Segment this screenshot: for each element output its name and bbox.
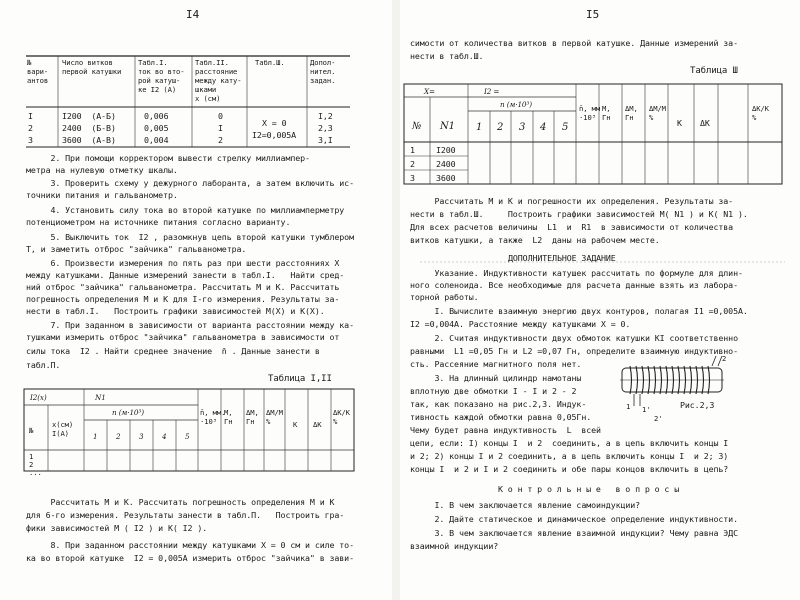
text-line: 2. Считая индуктивности двух обмоток катушки КI соответственно <box>410 333 738 343</box>
cell: 0,004 <box>144 135 169 145</box>
left-page <box>0 0 392 600</box>
t3-n1-label: N1 <box>440 121 455 132</box>
cell: 3,I <box>318 135 333 145</box>
solenoid-figure <box>620 354 727 406</box>
question-line: I. В чем заключается явление самоиндукции? <box>410 500 641 510</box>
t3-extra: ΔМ, Гн <box>625 104 638 122</box>
right-page <box>400 0 800 600</box>
cell: 2400 (Б-В) <box>62 123 116 133</box>
col-header-current: Табл.I. ток во вто- рой катуш- ке I2 (A) <box>138 58 185 94</box>
text-line: торной работы. <box>410 292 479 302</box>
text-line: так, как показано на рис.2,3. Индук- <box>410 399 587 409</box>
text-line: 7. При заданном в зависимости от варианта расстоянии между ка- <box>26 320 354 330</box>
meas-row: 1 <box>29 452 34 461</box>
text-line: цепи, если: I) концы I и 2 соединить, а в цепь включить концы I <box>410 438 729 448</box>
text-line: тивность каждой обмотки равна 0,05Гн. <box>410 412 592 422</box>
cell: I2=0,005А <box>252 130 297 140</box>
t3-extra: ΔК/К % <box>752 104 769 122</box>
meas-col2: x(см) I(A) <box>52 420 74 438</box>
cell: I200 (А-Б) <box>62 111 116 121</box>
figure-label: 1 <box>626 402 631 411</box>
text-line: ка во второй катушке I2 = 0,005А измерить отброс "зайчика" в зави- <box>26 553 354 563</box>
cell: 3600 <box>436 173 456 183</box>
col-header-extra: Допол- нител. задан. <box>310 58 336 85</box>
text-line: метра на нулевую отметку шкалы. <box>26 165 178 175</box>
text-line: симости от количества витков в первой катушке. Данные измерений за- <box>410 38 738 48</box>
text-line: 3. Проверить схему у дежурного лаборанта, а затем включить ис- <box>26 178 354 188</box>
text-line: потенциометром на источнике питания согласно варианту. <box>26 217 291 227</box>
meas-row: ... <box>29 468 42 477</box>
text-line: концы I и 2 и I и 2 соединить и обе пары концов включить в цепь? <box>410 464 729 474</box>
cell: 2 <box>410 159 415 169</box>
meas-row-label: № <box>29 426 34 435</box>
text-line: и 2; 2) концы I и 2 соединить, а в цепь включить концы I и 2; 3) <box>410 451 729 461</box>
text-line: нести в табл.Ш. Построить графики зависимостей М( N1 ) и К( N1 ). <box>410 209 748 219</box>
meas-num: 3 <box>139 432 144 441</box>
cell: 2 <box>218 135 223 145</box>
figure-label: 1' <box>642 405 651 414</box>
cell: 2400 <box>436 159 456 169</box>
table-caption-left: Таблица I,II <box>268 374 332 384</box>
meas-extra: ΔК <box>313 420 322 429</box>
t3-row-label: № <box>412 121 422 132</box>
text-line: нести в табл.Ш. <box>410 51 484 61</box>
meas-extra: ΔК/К % <box>333 408 350 426</box>
page-number-right: I5 <box>586 8 600 21</box>
t3-extra: К <box>677 118 682 128</box>
text-line: силы тока I2 . Найти среднее значение n̄ . Данные занести в <box>26 346 320 356</box>
text-line: 5. Выключить ток I2 , разомкнув цепь второй катушки тумблером <box>26 232 354 242</box>
text-line: I. Вычислите взаимную энергию двух контуров, полагая I1 =0,005А. <box>410 306 748 316</box>
text-line: табл.П. <box>26 360 61 370</box>
question-line: взаимной индукции? <box>410 541 499 551</box>
meas-num: 4 <box>162 432 167 441</box>
cell: 2 <box>28 123 33 133</box>
text-line: Чему будет равна индуктивность L всей <box>410 425 601 435</box>
meas-row: 2 <box>29 460 34 469</box>
cell: I,2 <box>318 111 333 121</box>
cell: I <box>28 111 33 121</box>
cell: 0,006 <box>144 111 169 121</box>
cell: 3 <box>410 173 415 183</box>
text-line: фики зависимостей М ( I2 ) и К( I2 ). <box>26 523 208 533</box>
text-line: Рассчитать М и К. Рассчитать погрешность определения М и К <box>26 497 335 507</box>
text-line: погрешность определения М и К для I-го измерения. Результаты за- <box>26 294 340 304</box>
cell: 0,005 <box>144 123 169 133</box>
meas-extra: М, Гн <box>224 408 233 426</box>
t3-extra: ΔМ/М % <box>649 104 666 122</box>
col-header-variant: № вари- антов <box>27 58 49 85</box>
text-line: точники питания и гальванометр. <box>26 190 178 200</box>
text-line: вплотную две обмотки I - I и 2 - 2 <box>410 386 577 396</box>
t3-num: 1 <box>476 122 483 133</box>
meas-n-label: n (м·10³) <box>112 408 144 417</box>
t3-num: 3 <box>519 122 526 133</box>
t3-head-x: Х= <box>424 87 435 96</box>
meas-extra: ΔМ, Гн <box>246 408 259 426</box>
text-line: Рассчитать М и К и погрешности их определения. Результаты за- <box>410 196 734 206</box>
col-header-distance: Табл.II. расстояние между кату- шками х (см) <box>195 58 242 103</box>
text-line: для 6-го измерения. Результаты занести в табл.П. Построить гра- <box>26 510 345 520</box>
t3-num: 5 <box>562 122 569 133</box>
page-gutter <box>392 0 400 600</box>
text-line: тушками измерить отброс "зайчика" гальванометра в зависимости от <box>26 332 340 342</box>
t3-extra: n̄, мм ·10³ <box>579 104 601 122</box>
meas-num: 1 <box>93 432 98 441</box>
text-line: Для всех расчетов величины L1 и R1 в зависимости от количества <box>410 222 734 232</box>
cell: 0 <box>218 111 223 121</box>
t3-extra: М, Гн <box>602 104 611 122</box>
question-line: 2. Дайте статическое и динамическое определение индуктивности. <box>410 514 738 524</box>
figure-label: 2 <box>722 354 727 363</box>
cell: 2,3 <box>318 123 333 133</box>
cell: I <box>218 123 223 133</box>
t3-num: 4 <box>540 122 547 133</box>
meas-head-b: N1 <box>95 393 106 402</box>
text-line: 6. Произвести измерения по пять раз при шести расстояниях Х <box>26 258 340 268</box>
page-number-left: I4 <box>186 8 200 21</box>
cell: 3600 (А-В) <box>62 135 116 145</box>
text-line: витков катушки, а также L2 даны на рабочем месте. <box>410 235 660 245</box>
control-questions-title: К о н т р о л ь н ы е в о п р о с ы <box>498 484 680 494</box>
text-line: 2. При помощи корректором вывести стрелку миллиампер- <box>26 153 310 163</box>
text-line: равными L1 =0,05 Гн и L2 =0,07 Гн, определите взаимную индуктивно- <box>410 346 738 356</box>
figure-caption: Рис.2,3 <box>680 400 715 410</box>
figure-label: 2' <box>654 414 663 423</box>
text-line: нести в табл.I. Построить графики зависимостей М(Х) и К(Х). <box>26 306 325 316</box>
question-line: 3. В чем заключается явление взаимной индукции? Чему равна ЭДС <box>410 528 738 538</box>
text-line: 4. Установить силу тока во второй катушке по миллиамперметру <box>26 205 345 215</box>
text-line: Т, и заметить отброс "зайчика" гальванометра. <box>26 244 247 254</box>
cell: I200 <box>436 145 456 155</box>
meas-extra: К <box>293 420 298 429</box>
t3-extra: ΔК <box>700 118 710 128</box>
meas-head-a: I2(x) <box>30 393 47 402</box>
cell: 3 <box>28 135 33 145</box>
col-header-table3: Табл.Ш. <box>255 58 285 67</box>
t3-num: 2 <box>497 122 504 133</box>
table-caption-right: Таблица Ш <box>690 66 738 76</box>
meas-extra: n̄, мм. ·10³ <box>200 408 226 426</box>
col-header-turns: Число витков первой катушки <box>62 58 122 76</box>
meas-num: 2 <box>116 432 121 441</box>
t3-head-i: I2 = <box>484 87 500 96</box>
meas-num: 5 <box>185 432 190 441</box>
text-line: ного соленоида. Все необходимые для расчета данные взять из лабора- <box>410 280 738 290</box>
text-line: сть. Рассеяние магнитного поля нет. <box>410 359 582 369</box>
cell: 1 <box>410 145 415 155</box>
text-line: Указание. Индуктивности катушек рассчитать по формуле для длин- <box>410 268 743 278</box>
text-line: I2 =0,004А. Расстояние между катушками Х = 0. <box>410 319 631 329</box>
text-line: между катушками. Данные измерений занести в табл.I. Найти сред- <box>26 270 345 280</box>
text-line: 3. На длинный цилиндр намотаны <box>410 373 582 383</box>
cell: Х = 0 <box>262 118 287 128</box>
text-line: 8. При заданном расстоянии между катушками Х = 0 см и силе то- <box>26 540 354 550</box>
text-line: ний отброс "зайчика" гальванометра. Рассчитать М и К. Рассчитать <box>26 282 340 292</box>
meas-extra: ΔМ/М % <box>266 408 283 426</box>
t3-n-label: n (м·10³) <box>500 100 532 109</box>
section-title: ДОПОЛНИТЕЛЬНОЕ ЗАДАНИЕ <box>508 253 616 263</box>
